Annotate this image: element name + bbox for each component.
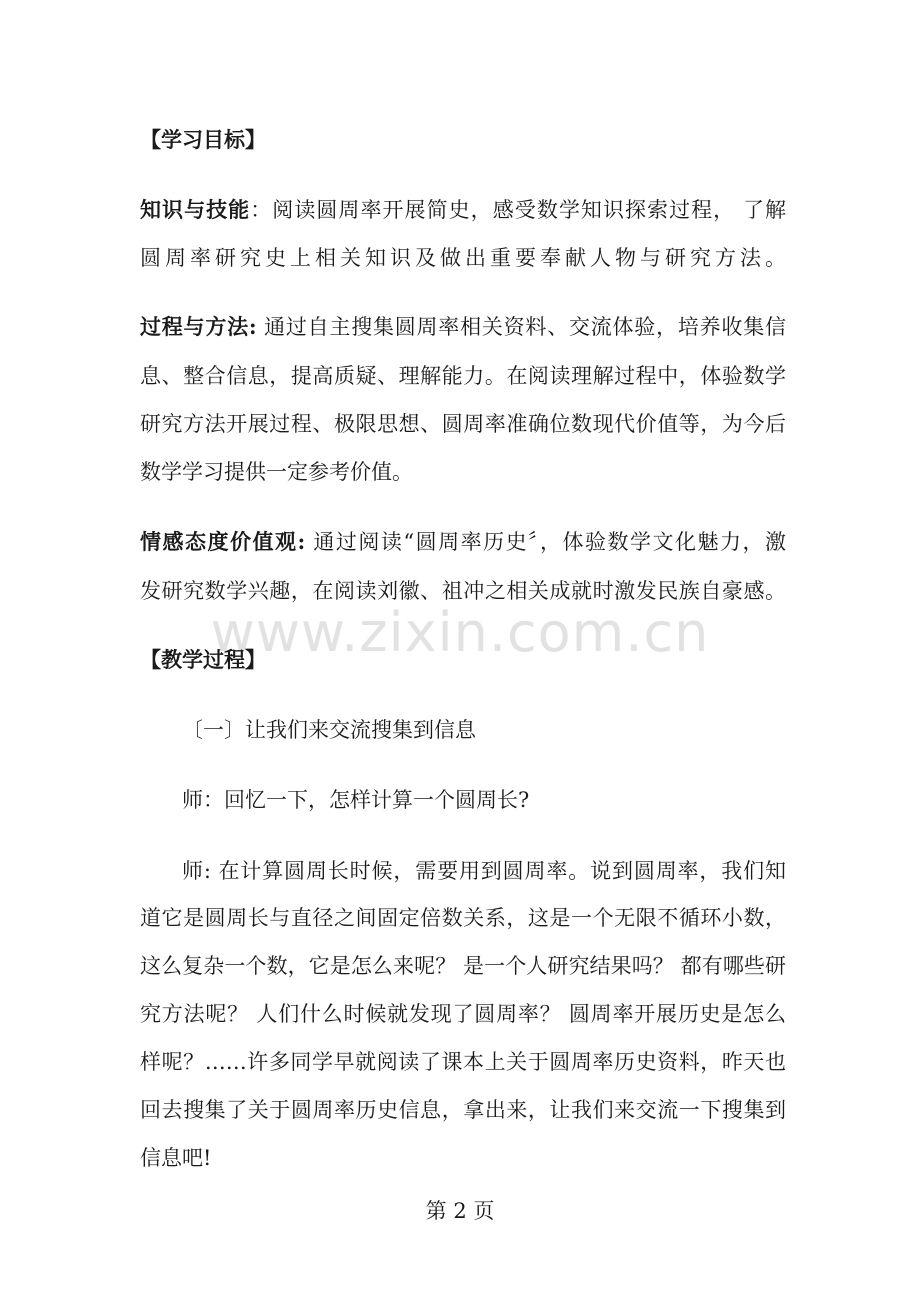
page-number-footer: 第 2 页: [425, 1199, 495, 1223]
teacher-para-line-7: 信息吧!: [140, 1146, 212, 1170]
knowledge-skills-label: 知识与技能: [140, 197, 251, 222]
emotion-values-label: 情感态度价值观:: [140, 529, 306, 554]
step-one-title: 〔一〕让我们来交流搜集到信息: [182, 718, 476, 742]
learning-objectives-heading: 【学习目标】: [140, 127, 266, 152]
process-method-line-3: 研究方法开展过程、极限思想、圆周率准确位数现代价值等，为今后: [140, 412, 786, 436]
process-method-text-1: 通过自主搜集圆周率相关资料、交流体验，培养收集信: [256, 315, 786, 339]
process-method-line-4: 数学学习提供一定参考价值。: [140, 460, 413, 484]
teacher-para-line-6: 回去搜集了关于圆周率历史信息，拿出来，让我们来交流一下搜集到: [140, 1098, 786, 1122]
knowledge-skills-line-1: [140, 195, 786, 225]
watermark: www.zixin.com.cn: [210, 601, 710, 664]
teacher-para-line-4: 究方法呢？ 人们什么时候就发现了圆周率？ 圆周率开展历史是怎么: [140, 1002, 786, 1026]
process-method-line-1: [140, 312, 786, 342]
teacher-para-line-2: 道它是圆周长与直径之间固定倍数关系，这是一个无限不循环小数，: [140, 906, 786, 930]
knowledge-skills-line-2: 圆周率研究史上相关知识及做出重要奉献人物与研究方法。: [140, 246, 786, 270]
teacher-question-1: 师：回忆一下，怎样计算一个圆周长?: [182, 788, 530, 812]
teaching-process-heading: 【教学过程】: [140, 647, 266, 672]
process-method-label: 过程与方法:: [140, 314, 257, 339]
teacher-para-line-5: 样呢？……许多同学早就阅读了课本上关于圆周率历史资料，昨天也: [140, 1050, 786, 1074]
process-method-line-2: 息、整合信息，提高质疑、理解能力。在阅读理解过程中，体验数学: [140, 364, 786, 388]
emotion-values-text-1: 通过阅读“圆周率历史〞，体验数学文化魅力，激: [305, 530, 786, 554]
teacher-para-line-1: 师: 在计算圆周长时候，需要用到圆周率。说到圆周率，我们知: [182, 859, 786, 883]
emotion-values-line-2: 发研究数学兴趣，在阅读刘徽、祖冲之相关成就时激发民族自豪感。: [140, 579, 786, 603]
teacher-para-line-3: 这么复杂一个数，它是怎么来呢？ 是一个人研究结果吗？ 都有哪些研: [140, 954, 786, 978]
knowledge-skills-text-1: ：阅读圆周率开展简史，感受数学知识探索过程， 了解: [250, 198, 786, 222]
emotion-values-line-1: [140, 527, 786, 557]
